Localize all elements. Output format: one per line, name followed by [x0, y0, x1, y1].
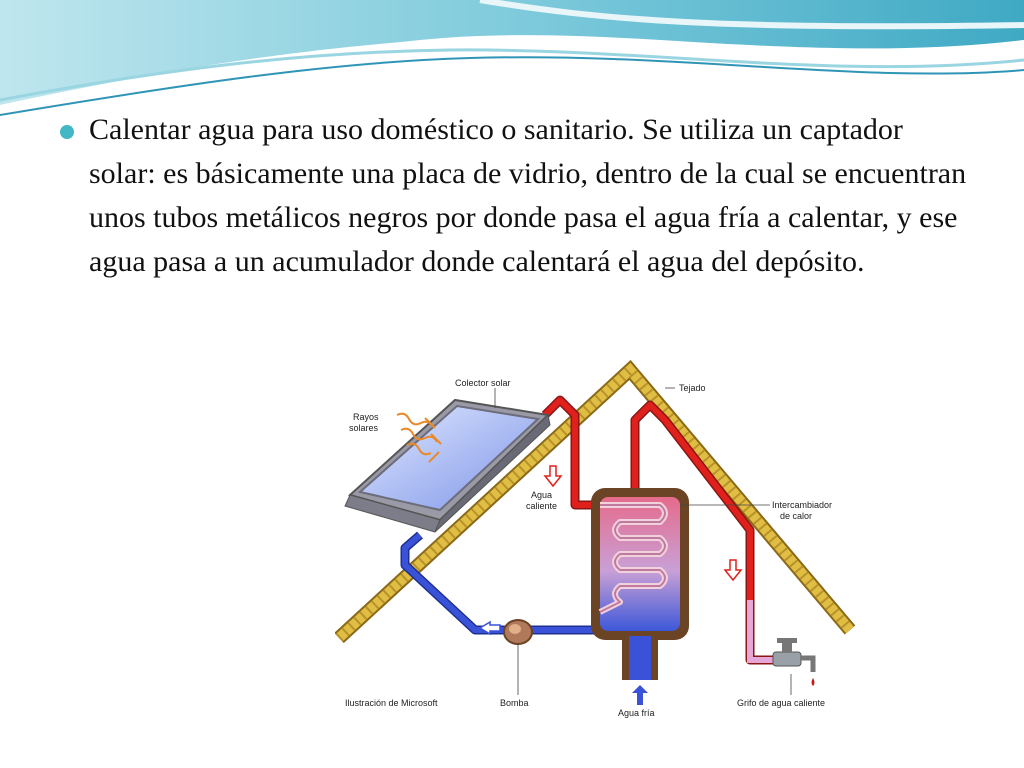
pump-icon — [504, 620, 532, 644]
header-waves-decoration — [0, 0, 1024, 120]
label-tejado: Tejado — [679, 383, 706, 393]
label-intercambiador-line1: Intercambiador — [772, 500, 833, 510]
label-intercambiador-line2: de calor — [780, 511, 813, 521]
label-agua-caliente-line2: caliente — [526, 501, 558, 511]
label-bomba: Bomba — [500, 698, 529, 708]
label-colector-solar: Colector solar — [455, 378, 511, 388]
label-rayos-line1: Rayos — [353, 412, 379, 422]
label-agua-fria: Agua fría — [618, 708, 655, 718]
label-grifo: Grifo de agua caliente — [737, 698, 826, 708]
bullet-item — [60, 108, 980, 284]
label-agua-caliente-line1: Agua — [531, 490, 553, 500]
label-credit: Ilustración de Microsoft — [345, 698, 438, 708]
bullet-list — [60, 108, 980, 284]
bullet-text: Calentar agua para uso doméstico o sanitario. Se utiliza un captador solar: es básicamente una placa de vidrio, dentro de la cual se encuentran unos tubos metálicos negros por donde pasa el agua fría a calentar, y ese agua pasa a un acumulador donde calentará el agua del depósito. — [89, 113, 967, 278]
label-rayos-line2: solares — [349, 423, 379, 433]
solar-water-heater-diagram — [335, 360, 856, 720]
bullet-dot-icon — [60, 125, 74, 139]
